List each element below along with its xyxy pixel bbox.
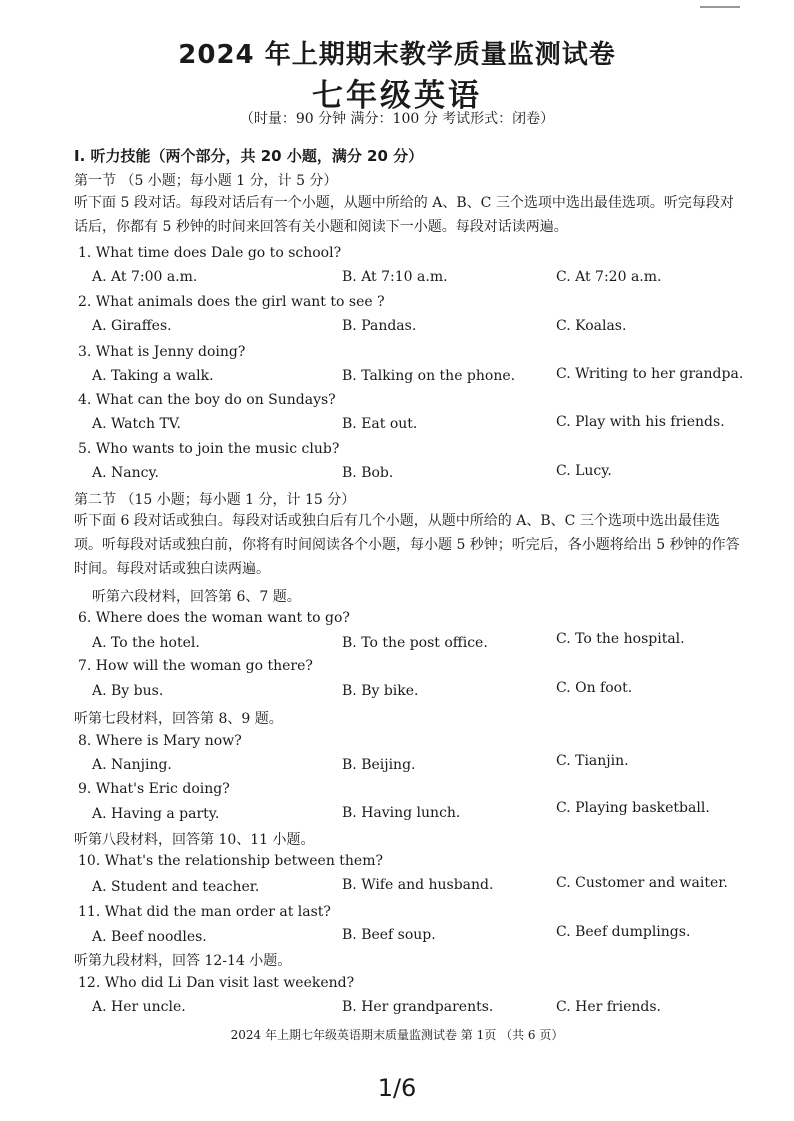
- question-6-option-c: C. To the hospital.: [556, 631, 685, 647]
- question-10: 10. What's the relationship between them?: [78, 853, 383, 869]
- question-12-option-a: A. Her uncle.: [92, 999, 186, 1015]
- question-1-option-a: A. At 7:00 a.m.: [92, 269, 198, 285]
- section2-instruction: 听下面 6 段对话或独白。每段对话或独白后有几个小题，从题中所给的 A、B、C 三个选项中选出最佳选项。听每段对话或独白前，你将有时间阅读各个小题，每小题 5 秒钟；听完后，各小题将给出 5 秒钟的作答时间。每段对话或独白读两遍。: [74, 513, 740, 577]
- question-9: 9. What's Eric doing?: [78, 781, 230, 797]
- question-8-option-a: A. Nanjing.: [92, 757, 172, 773]
- material-note-6: 听第六段材料，回答第 6、7 题。: [92, 589, 301, 605]
- corner-mark: [700, 6, 740, 12]
- question-2: 2. What animals does the girl want to see ?: [78, 294, 385, 310]
- question-7-option-a: A. By bus.: [92, 683, 164, 699]
- question-1-option-c: C. At 7:20 a.m.: [556, 269, 662, 285]
- page-indicator: 1/6: [377, 1074, 417, 1102]
- question-4-option-b: B. Eat out.: [342, 416, 418, 432]
- question-12: 12. Who did Li Dan visit last weekend?: [78, 975, 355, 991]
- question-3-option-c: C. Writing to her grandpa.: [556, 366, 744, 382]
- exam-title: 2024 年上期期末教学质量监测试卷: [178, 40, 616, 70]
- question-11: 11. What did the man order at last?: [78, 904, 331, 920]
- question-9-option-c: C. Playing basketball.: [556, 800, 710, 816]
- question-6: 6. Where does the woman want to go?: [78, 610, 350, 626]
- question-10-option-c: C. Customer and waiter.: [556, 875, 728, 891]
- question-11-option-c: C. Beef dumplings.: [556, 924, 691, 940]
- question-5-option-a: A. Nancy.: [92, 465, 159, 481]
- question-4-option-c: C. Play with his friends.: [556, 414, 725, 430]
- question-6-option-a: A. To the hotel.: [92, 635, 200, 651]
- page-footer: 2024 年上期七年级英语期末质量监测试卷 第 1页 （共 6 页）: [230, 1028, 564, 1042]
- question-4: 4. What can the boy do on Sundays?: [78, 392, 336, 408]
- question-12-option-b: B. Her grandparents.: [342, 999, 494, 1015]
- question-3-option-a: A. Taking a walk.: [92, 368, 214, 384]
- question-5: 5. Who wants to join the music club?: [78, 441, 340, 457]
- question-7-option-c: C. On foot.: [556, 680, 633, 696]
- question-12-option-c: C. Her friends.: [556, 999, 661, 1015]
- question-1: 1. What time does Dale go to school?: [78, 245, 342, 261]
- question-5-option-c: C. Lucy.: [556, 463, 612, 479]
- exam-info: （时量：90 分钟 满分：100 分 考试形式：闭卷）: [239, 111, 555, 127]
- material-note-9: 听第九段材料，回答 12-14 小题。: [74, 953, 292, 969]
- section1-title: 第一节 （5 小题；每小题 1 分，计 5 分）: [74, 173, 338, 189]
- question-3-option-b: B. Talking on the phone.: [342, 368, 516, 384]
- question-6-option-b: B. To the post office.: [342, 635, 488, 651]
- question-7: 7. How will the woman go there?: [78, 658, 313, 674]
- question-8: 8. Where is Mary now?: [78, 733, 242, 749]
- question-2-option-c: C. Koalas.: [556, 318, 627, 334]
- question-8-option-c: C. Tianjin.: [556, 753, 629, 769]
- question-9-option-b: B. Having lunch.: [342, 805, 461, 821]
- question-1-option-b: B. At 7:10 a.m.: [342, 269, 448, 285]
- material-note-8: 听第八段材料，回答第 10、11 小题。: [74, 832, 315, 848]
- question-11-option-a: A. Beef noodles.: [92, 929, 207, 945]
- part1-heading: I. 听力技能（两个部分，共 20 小题，满分 20 分）: [74, 147, 424, 165]
- question-2-option-a: A. Giraffes.: [92, 318, 172, 334]
- question-9-option-a: A. Having a party.: [92, 806, 220, 822]
- question-11-option-b: B. Beef soup.: [342, 927, 436, 943]
- question-7-option-b: B. By bike.: [342, 683, 419, 699]
- section1-instruction: 听下面 5 段对话。每段对话后有一个小题，从题中所给的 A、B、C 三个选项中选出最佳选项。听完每段对话后，你都有 5 秒钟的时间来回答有关小题和阅读下一小题。每段对话读两遍。: [74, 195, 734, 235]
- question-4-option-a: A. Watch TV.: [92, 416, 181, 432]
- question-10-option-a: A. Student and teacher.: [92, 879, 260, 895]
- question-2-option-b: B. Pandas.: [342, 318, 417, 334]
- question-10-option-b: B. Wife and husband.: [342, 877, 494, 893]
- section2-title: 第二节 （15 小题；每小题 1 分，计 15 分）: [74, 492, 356, 508]
- subject-title: 七年级英语: [312, 78, 482, 114]
- question-3: 3. What is Jenny doing?: [78, 344, 246, 360]
- question-8-option-b: B. Beijing.: [342, 757, 416, 773]
- question-5-option-b: B. Bob.: [342, 465, 394, 481]
- material-note-7: 听第七段材料，回答第 8、9 题。: [74, 711, 283, 727]
